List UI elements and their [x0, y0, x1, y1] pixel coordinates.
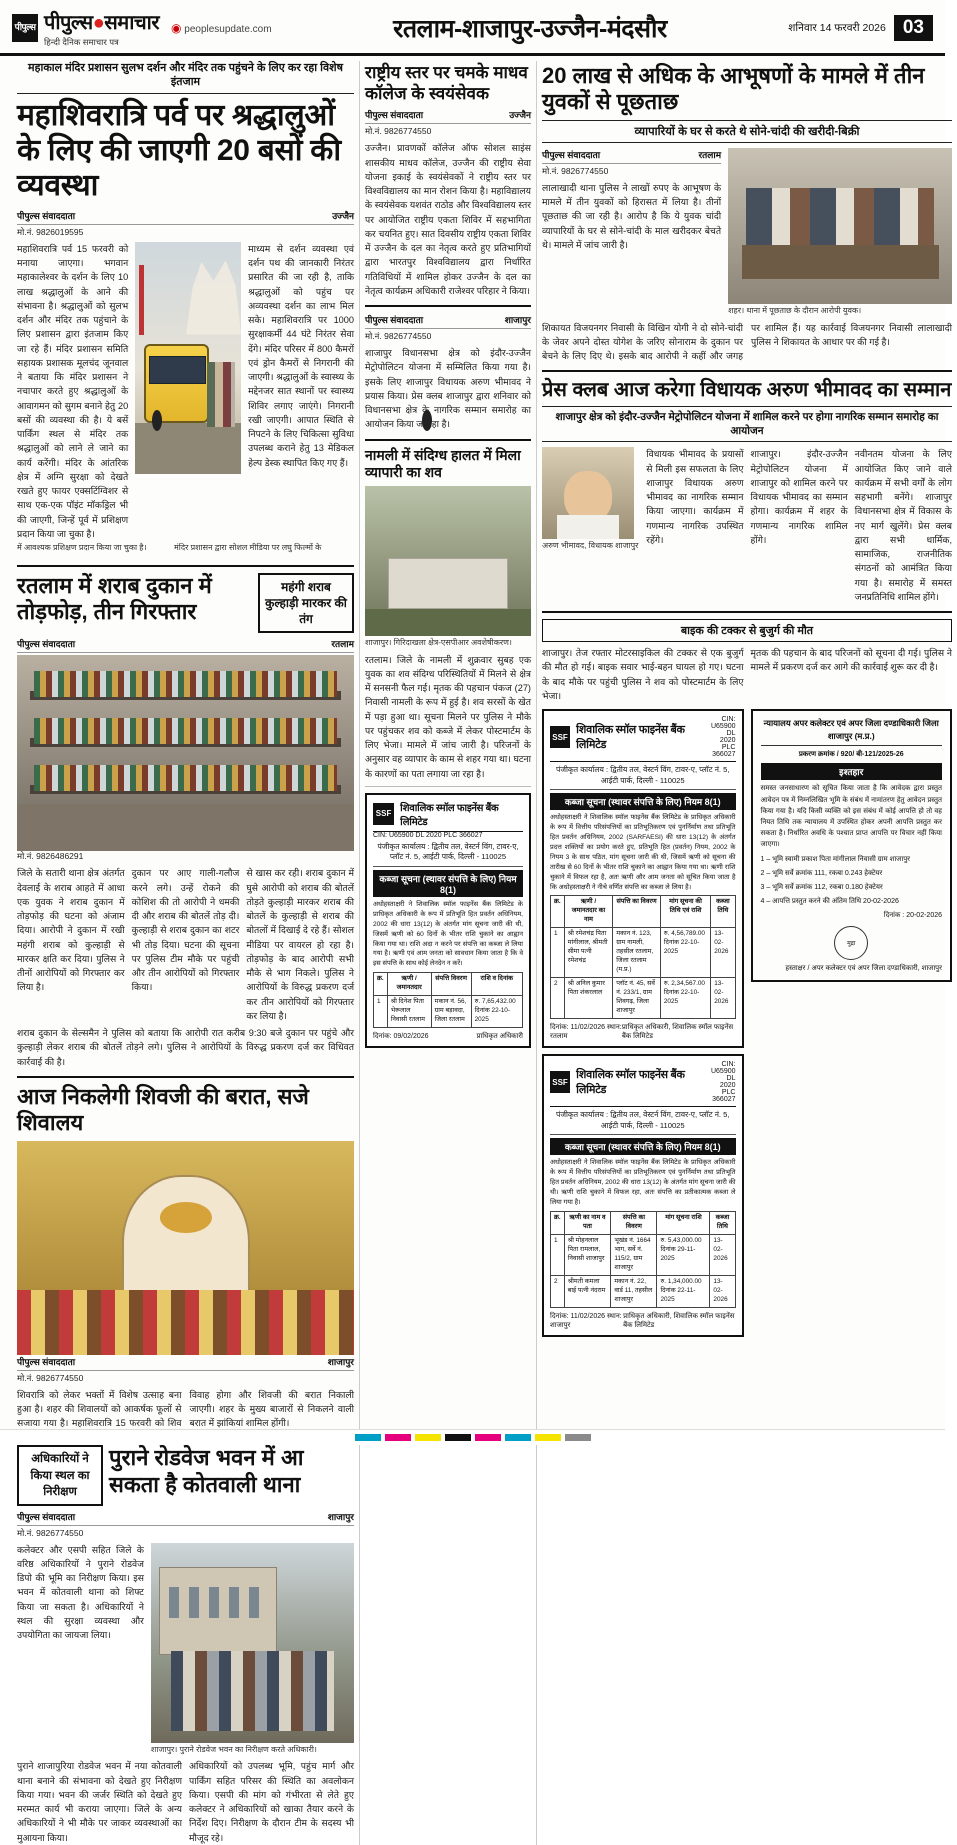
- date-block: [788, 15, 933, 41]
- table-header-cell: राशि व दिनांक: [471, 973, 522, 996]
- bank-registered-office: पंजीकृत कार्यालय : द्वितीय तल, वेस्टर्न विंग, टावर-ए, प्लॉट नं. 5, आईटी पार्क, दिल्ली - 110025: [550, 1107, 736, 1135]
- table-header-cell: क्र.: [374, 973, 388, 996]
- byline-author: पीपुल्स संवाददाता: [365, 110, 424, 121]
- court-notice-signature: हस्ताक्षर / अपर कलेक्टर एवं अपर जिला दण्डाधिकारी, शाजापुर: [785, 964, 942, 972]
- article-kicker: महाकाल मंदिर प्रशासन सुलभ दर्शन और मंदिर तक पहुंचने के लिए कर रहा विशेष इंतजाम: [17, 61, 354, 94]
- byline-phone: मो.नं. 9826774550: [17, 1372, 84, 1383]
- byline-author: पीपुल्स संवाददाता: [17, 210, 76, 221]
- article-body: रतलाम। जिले के नामली में शुक्रवार सुबह एक युवक का शव संदिग्ध परिस्थितियों में मिलने से क्षेत्र में सनसनी फैल गई। मृतक की पहचान पंकज (27) निवासी नामली के रूप में हुई है। शव सरसों के खेत में पड़ा हुआ था। सूचना मिलने पर पुलिस ने मौके पर पहुंचकर शव को कब्जे में लेकर पोस्टमार्टम के लिए भेजा। मामले में जांच जारी है। परिजनों के अनुसार वह व्यापार के काम से शहर गया था। घटना के कारणों का पता लगाया जा रहा है।: [365, 654, 531, 779]
- court-notice-ad: [751, 709, 953, 982]
- bank-name: शिवालिक स्मॉल फाइनेंस बैंक लिमिटेड: [576, 1069, 685, 1097]
- photo-caption-left: में आवश्यक प्रशिक्षण प्रदान किया जा चुका है।: [17, 543, 147, 553]
- court-case-number: प्रकरण क्रमांक / 920/ बी-121/2025-26: [798, 751, 904, 759]
- byline-place: उज्जैन: [332, 210, 354, 221]
- color-swatch: [355, 1434, 381, 1441]
- article-headline: बाइक की टक्कर से बुजुर्ग की मौत: [542, 619, 952, 642]
- article-body-1: शाजापुर। तेज रफ्तार मोटरसाइकिल की टक्कर से एक बुजुर्ग की मौत हो गई। बाइक सवार भाई-बहन घायल हो गए। घटना के बाद मौके पर पहुंची पुलिस ने शव को पोस्टमार्टम के लिए भेजा।: [542, 648, 744, 701]
- table-row: [551, 928, 736, 978]
- photo-caption: शाजापुर। पुराने रोडवेज भवन का निरीक्षण करते अधिकारी।: [150, 1744, 317, 1754]
- article-photo-police-interrogation: [728, 148, 952, 304]
- color-swatch: [475, 1434, 501, 1441]
- article-body-3: शाजापुर। इंदौर-उज्जैन मेट्रोपोलिटन योजना में शाजापुर को शामिल करने पर विधायक भीमावद का सम्मान होगा। कार्यक्रम में शहर के गणमान्य नागरिक शामिल होंगे।: [750, 449, 848, 545]
- table-header-row: [551, 896, 736, 928]
- table-cell: रु. 2,34,567.00 दिनांक 22-10-2025: [660, 978, 710, 1019]
- logo-mark: पीपुल्स: [12, 14, 38, 42]
- table-cell: 13-02-2026: [710, 1234, 735, 1275]
- ad-table: [550, 1211, 736, 1308]
- table-header-cell: कब्जा तिथि: [711, 896, 735, 928]
- color-swatch: [445, 1434, 471, 1441]
- article-body-4: शराब दुकान के सेल्समैन ने पुलिस को बताया कि आरोपी रात करीब 9:30 बजे दुकान पर पहुंचे और कुल्हाड़ी लेकर शराब की बोतलें तोड़ने लगे। पुलिस ने आरोपियों के विरुद्ध प्रकरण दर्ज कर विधिवत कार्रवाई की है।: [17, 1028, 354, 1067]
- article-subhead: शाजापुर क्षेत्र को इंदौर-उज्जैन मेट्रोपोलिटन योजना में शामिल करने पर होगा नागरिक सम्मान समारोह का आयोजन: [542, 406, 952, 442]
- bank-cin: CIN: U65900 DL 2020 PLC 366027: [373, 831, 483, 839]
- masthead: [0, 0, 945, 56]
- byline-place: उज्जैन: [509, 110, 531, 121]
- ad-title-bar: कब्जा सूचना (स्थावर संपत्ति के लिए) नियम 8(1): [373, 870, 523, 897]
- table-cell: 13-02-2026: [711, 978, 735, 1019]
- article-byline: [542, 148, 721, 164]
- byline-place: शाजापुर: [327, 1356, 354, 1367]
- color-swatch: [385, 1434, 411, 1441]
- byline-phone: मो.नं. 9826774550: [365, 126, 432, 137]
- ad-sign-left: दिनांक: 09/02/2026: [373, 1033, 429, 1041]
- article-photo-mla-portrait: [542, 447, 634, 539]
- table-cell: श्री मोहनलाल पिता रामलाल, निवासी शाजापुर: [564, 1234, 611, 1275]
- article-body-1: कलेक्टर और एसपी सहित जिले के वरिष्ठ अधिकारियों ने पुराने रोडवेज डिपो की भूमि का निरीक्षण किया। इस भवन में कोतवाली थाना को शिफ्ट किया जा सकता है। अधिकारियों ने स्थल की सुरक्षा व्यवस्था और उपयोगिता का जायजा लिया।: [17, 1544, 144, 1641]
- byline-place: रतलाम: [331, 639, 354, 650]
- ad-sign-right: प्राधिकृत अधिकारी: [476, 1033, 523, 1041]
- article-body: उज्जैन। प्रावणकों कॉलेज ऑफ सोशल साइंस शासकीय माधव कॉलेज, उज्जैन की राष्ट्रीय सेवा योजना इकाई के स्वयंसेवकों ने राष्ट्रीय स्तर पर विश्वविद्यालय का मान रोशन किया है। महाविद्यालय के स्वयंसेवक यशवंत राठोड और विश्वविद्यालय स्तर पर आयोजित राष्ट्रीय एकता शिविर में सहभागिता कर चयनित हुए। सात दिवसीय राष्ट्रीय एकता शिविर में उज्जैन के दल का नेतृत्व करते हुए प्रतिभागियों द्वारा भारतपुर विश्वविद्यालय द्वारा निर्धारित गतिविधियों में शामिल होकर उज्जैन के दल का नेतृत्व कार्यक्रम अधिकारी राजेश्वर परिहार ने किया।: [365, 143, 531, 296]
- photo-caption: शहर। थाना में पूछताछ के दौरान आरोपी युवक।: [728, 305, 862, 315]
- ad-body-text: अधोहस्ताक्षरी ने शिवालिक स्मॉल फाइनेंस बैंक लिमिटेड के प्राधिकृत अधिकारी के रूप में वित्तीय परिसंपत्तियों का प्रतिभूतिकरण एवं पुनर्निर्माण तथा प्रतिभूति हित प्रवर्तन अधिनियम, 2002 (SARFAESI) की धारा 13(12) के अंतर्गत प्रदत्त शक्तियों का प्रयोग करते हुए, प्रतिभूति हित (प्रवर्तन) नियम, 2002 के नियम 3 के साथ पठित, मांग सूचना जारी की थी, जिसमें ऋणी को सूचना की तारीख से 60 दिनों के भीतर राशि चुकाने का आह्वान किया गया था। ऋणी राशि चुकाने में विफल रहा है, अतः ऋणी और आम जनता को सूचित किया जाता है कि अधोहस्ताक्षरी ने नीचे वर्णित संपत्ति का कब्जा ले लिया है।: [550, 814, 736, 891]
- byline-place: रतलाम: [698, 149, 722, 160]
- article-headline: पुराने रोडवेज भवन में आ सकता है कोतवाली थाना: [109, 1445, 304, 1497]
- website-url[interactable]: [171, 21, 272, 35]
- article-byline: [17, 637, 354, 653]
- article-namli-body-found: [365, 447, 531, 781]
- article-body-2: माध्यम से दर्शन व्यवस्था एवं दर्शन पथ की जानकारी निरंतर प्रसारित की जा रही है, ताकि श्रद्धालुओं को पहुंच पर अव्यवस्था दर्शन का लाभ मिल सके। महाशिवरात्रि पर 1000 सुरक्षाकर्मी 44 घंटे निरंतर सेवा देंगे। मंदिर परिसर में 800 कैमरों एवं ड्रोन कैमरों से निगरानी की जाएगी। श्रद्धालुओं के स्वास्थ्य के मद्देनजर सात स्थानों पर स्वास्थ्य शिविर लगाए जाएंगे। निगरानी रखी जाएगी। आपात स्थिति से निपटने के लिए चिकित्सा सुविधा उपलब्ध कराने हेतु 13 मेडिकल हेल्प डेस्क स्थापित किए गए हैं।: [248, 243, 355, 468]
- table-cell: मकान नं. 22, वार्ड 11, तहसील शाजापुर: [611, 1275, 657, 1307]
- table-cell: 2: [551, 1275, 565, 1307]
- page-number: 03: [894, 15, 933, 41]
- table-header-row: [374, 973, 523, 996]
- byline-author: पीपुल्स संवाददाता: [17, 1356, 76, 1367]
- court-notice-body: समस्त जनसाधारण को सूचित किया जाता है कि आवेदक द्वारा प्रस्तुत आवेदन पत्र में निम्नलिखित भूमि के संबंध में नामांतरण हेतु आवेदन प्रस्तुत किया गया है। यदि किसी व्यक्ति को इस संबंध में कोई आपत्ति हो तो वह नियत तिथि तक न्यायालय में उपस्थित होकर अपनी आपत्ति प्रस्तुत कर सकता है। निर्धारित अवधि के पश्चात प्राप्त आपत्ति पर विचार नहीं किया जाएगा।: [760, 785, 942, 849]
- article-photo-roadways: [151, 1543, 354, 1743]
- table-header-cell: संपत्ति का विवरण: [613, 896, 661, 928]
- byline-author: पीपुल्स संवाददाता: [542, 149, 601, 160]
- logo-wordmark: पीपुल्स●समाचार: [44, 11, 160, 34]
- color-registration-bar: [0, 1429, 945, 1445]
- article-body: शिवरात्रि को लेकर भक्तों में विशेष उत्साह बना हुआ है। शहर की शिवालयों को आकर्षक फूलों से सजाया गया है। महाशिवरात्रि 15 फरवरी को शिव विवाह होगा और शिवजी की बरात निकाली जाएगी। शहर के मुख्य बाजारों से निकलने वाली बरात में झांकियां शामिल होंगी।: [17, 1389, 354, 1429]
- table-cell: श्रीमती कमला बाई पत्नी नंदराम: [564, 1275, 611, 1307]
- article-byline: [365, 313, 531, 329]
- table-cell: रु. 7,65,432.00 दिनांक 22-10-2025: [471, 996, 522, 1028]
- ad-title-bar: कब्जा सूचना (स्थावर संपत्ति के लिए) नियम 8(1): [550, 1138, 736, 1155]
- globe-icon: ◉: [171, 20, 182, 35]
- byline-author: पीपुल्स संवाददाता: [17, 1511, 76, 1522]
- ad-title-bar: कब्जा सूचना (स्थावर संपत्ति के लिए) नियम 8(1): [550, 793, 736, 810]
- logo-word-2: समाचार: [104, 11, 160, 34]
- article-photo-buses: [135, 242, 241, 474]
- photo-caption: शाजापुर। गिरिदाखला क्षेत्र-एसपीआर अवशेषीकरण।: [365, 637, 512, 647]
- table-header-cell: संपत्ति का विवरण: [611, 1211, 657, 1234]
- article-shivji-baraat: [17, 1084, 354, 1431]
- article-body-1: शाजापुर विधानसभा क्षेत्र को इंदौर-उज्जैन मेट्रोपोलिटन योजना में सम्मिलित किया गया है। इसके लिए शाजापुर विधायक अरुण भीमावद ने प्रयास किया। प्रेस क्लब शाजापुर द्वारा शनिवार को विधानसभा क्षेत्र के नागरिक सम्मान समारोह का आयोजन किया जा रहा है।: [365, 348, 531, 430]
- logo-word-1: पीपुल्स: [44, 11, 93, 34]
- table-header-cell: ऋणी / जमानतदार का नाम: [564, 896, 613, 928]
- court-notice-item: 4 – आपत्ति प्रस्तुत करने की अंतिम तिथि 20-02-2026: [760, 898, 899, 906]
- ad-sign-right: प्राधिकृत अधिकारी, शिवालिक स्मॉल फाइनेंस बैंक लिमिटेड: [623, 1312, 735, 1329]
- table-cell: रु. 5,43,000.00 दिनांक 29-11-2025: [657, 1234, 710, 1275]
- article-photo-shiv-idol: [17, 1141, 354, 1355]
- photo-caption-right: मंदिर प्रशासन द्वारा सोशल मीडिया पर लघु फिल्मों के: [174, 543, 322, 553]
- ad-table: [550, 895, 736, 1019]
- article-body-3: अधिकारियों को उपलब्ध भूमि, पहुंच मार्ग और पार्किंग सहित परिसर की स्थिति का अवलोकन किया। एसपी की मांग को गंभीरता से लेते हुए कलेक्टर ने अधिकारियों को खाका तैयार करने के निर्देश दिए। निरीक्षण के दौरान टीम के सदस्य भी मौजूद रहे।: [189, 1761, 354, 1843]
- article-madhav-college: [365, 63, 531, 298]
- byline-place: शाजापुर: [504, 315, 531, 326]
- page-content: [0, 56, 952, 1845]
- court-notice-item: 1 – भूमि स्वामी प्रकाश पिता मांगीलाल निवासी ग्राम शाजापुर: [760, 855, 911, 863]
- table-cell: मकान नं. 123, ग्राम नामली, तहसील रतलाम, जिला रतलाम (म.प्र.): [613, 928, 661, 978]
- table-header-row: [551, 1211, 736, 1234]
- table-header-cell: कब्जा तिथि: [710, 1211, 735, 1234]
- article-roadways-police-station: [17, 1445, 354, 1845]
- article-subhead: व्यापारियों के घर से करते थे सोने-चांदी की खरीदी-बिक्री: [542, 120, 952, 143]
- table-row: [551, 1275, 736, 1307]
- byline-place: शाजापुर: [327, 1511, 354, 1522]
- article-body-2: विधायक भीमावद के प्रयासों से मिली इस सफलता के लिए शाजापुर विधायक अरुण भीमावद का नागरिक सम्मान किया जाएगा। कार्यक्रम में गणमान्य नागरिक उपस्थित रहेंगे।: [646, 449, 744, 545]
- column-left: [12, 61, 359, 1845]
- article-body-2: पुराने शाजापुरिया रोडवेज भवन में नया कोतवाली थाना बनाने की संभावना को देखते हुए निरीक्षण किया गया। भवन की जर्जर स्थिति को देखते हुए मरम्मत कार्य भी कराया जाएगा। जिले के अन्य अधिकारियों ने भी मौके पर जाकर व्यवस्थाओं का मुआयना किया।: [17, 1761, 182, 1843]
- article-byline: [17, 209, 354, 225]
- article-headline: रतलाम में शराब दुकान में तोड़फोड़, तीन गिरफ्तार: [17, 572, 212, 625]
- table-cell: 2: [551, 978, 565, 1019]
- article-body-2: शिकायत विजयनगर निवासी के विखिन योगी ने दो सोने-चांदी के जेवर अपने दोस्त योगेश के जरिए सोनाराम के दुकान पर बेचने के लिए दिए थे। इसके बाद आरोपी ने कहीं और जगह पर शामिल हैं। यह कार्रवाई विजयनगर निवासी लालाखादी पुलिस ने शिकायत के आधार पर की गई है।: [542, 322, 952, 362]
- article-mahashivratri-buses: [17, 61, 354, 558]
- article-body-4: नवीनतम योजना के लिए आयोजित किए जाने वाले कार्यक्रम में सभी वर्गों के लोग सहभागी बनेंगे। शाजापुर विधानसभा क्षेत्र में विकास के नए मार्ग खुलेंगे। प्रेस क्लब द्वारा सभी धार्मिक, सामाजिक, राजनीतिक संगठनों को आमंत्रित किया गया है। समारोह में समस्त जनप्रतिनिधि शामिल होंगे।: [854, 449, 952, 602]
- article-byline: [17, 1355, 354, 1371]
- article-sidebox: महंगी शराब कुल्हाड़ी मारकर की तंग: [258, 573, 354, 634]
- table-header-cell: संपत्ति विवरण: [431, 973, 471, 996]
- table-header-cell: क्र.: [551, 1211, 565, 1234]
- ad-body-text: अधोहस्ताक्षरी ने शिवालिक स्मॉल फाइनेंस बैंक लिमिटेड के प्राधिकृत अधिकारी के रूप में वित्तीय परिसंपत्तियों का प्रतिभूतिकरण एवं पुनर्निर्माण तथा प्रतिभूति हित प्रवर्तन अधिनियम, 2002 की धारा 13(12) के अंतर्गत मांग सूचना जारी की थी। ऋणी राशि चुकाने में विफल रहा, अतः संपत्ति का प्रतीकात्मक कब्जा ले लिया गया है।: [550, 1159, 736, 1206]
- color-swatch: [535, 1434, 561, 1441]
- photo-caption: अरुण भीमावद, विधायक शाजापुर: [542, 541, 639, 551]
- court-notice-date: दिनांक : 20-02-2026: [883, 912, 942, 920]
- court-notice-item: 3 – भूमि सर्वे क्रमांक 112, रकबा 0.180 हेक्टेयर: [760, 883, 883, 891]
- byline-phone: मो.नं. 9826486291: [17, 851, 84, 862]
- bank-registered-office: पंजीकृत कार्यालय : द्वितीय तल, वेस्टर्न विंग, टावर-ए, प्लॉट नं. 5, आईटी पार्क, दिल्ली - 110025: [373, 839, 523, 867]
- table-cell: भूखंड नं. 1664 भाग, सर्वे नं. 115/2, ग्राम शाजापुर: [611, 1234, 657, 1275]
- article-photo-namli: [365, 486, 531, 636]
- color-swatch: [565, 1434, 591, 1441]
- article-headline: राष्ट्रीय स्तर पर चमके माधव कॉलेज के स्वयंसेवक: [365, 63, 528, 103]
- publication-date: शनिवार 14 फरवरी 2026: [788, 21, 886, 34]
- article-headline: नामली में संदिग्ध हालत में मिला व्यापारी का शव: [365, 446, 521, 481]
- article-body-2: दुकान पर आए गाली-गलौज करने लगे। उन्हें रोकने की कोशिश की तो आरोपी ने धमकी दी और शराब की बोतलें तोड़ दी। कुल्हाड़ी से शराब दुकान का शटर भी तोड़ दिया। घटना की सूचना पर पुलिस टीम मौके पर पहुंची और तीन आरोपियों को गिरफ्तार किया।: [131, 868, 240, 993]
- column-middle: [359, 61, 537, 1845]
- table-cell: रु. 1,34,000.00 दिनांक 22-11-2025: [657, 1275, 710, 1307]
- ad-body-text: अधोहस्ताक्षरी ने शिवालिक स्मॉल फाइनेंस बैंक लिमिटेड के प्राधिकृत अधिकारी के रूप में प्रतिभूति हित प्रवर्तन अधिनियम, 2002 की धारा 13(12) के अंतर्गत मांग सूचना जारी की थी, जिसमें ऋणी को 60 दिनों के भीतर राशि चुकाने का आह्वान किया गया था। राशि अदा न करने पर संपत्ति का कब्जा ले लिया गया है। ऋणी एवं आम जनता को सावधान किया जाता है कि वे इस संपत्ति के साथ कोई लेनदेन न करें।: [373, 901, 523, 968]
- ad-table: [373, 972, 523, 1028]
- logo-tagline: हिन्दी दैनिक समाचार पत्र: [44, 36, 119, 47]
- table-header-cell: मांग सूचना राशि: [657, 1211, 710, 1234]
- ad-bank-notice-1: [542, 709, 744, 1048]
- bank-cin: CIN: U65900 DL 2020 PLC 366027: [710, 716, 736, 759]
- table-header-cell: ऋणी / जमानतदार: [387, 973, 431, 996]
- ad-bank-notice-2: [542, 1054, 744, 1336]
- table-cell: 1: [551, 928, 565, 978]
- byline-phone: मो.नं. 9826774550: [365, 331, 432, 342]
- bank-cin: CIN: U65900 DL 2020 PLC 366027: [710, 1061, 736, 1104]
- court-seal-icon: मुद्रा: [834, 926, 868, 960]
- ad-sign-left: दिनांक: 11/02/2026 स्थान: शाजापुर: [550, 1312, 622, 1329]
- article-headline: 20 लाख से अधिक के आभूषणों के मामले में तीन युवकों से पूछताछ: [542, 63, 925, 115]
- ad-sign-right: प्राधिकृत अधिकारी, शिवालिक स्मॉल फाइनेंस बैंक लिमिटेड: [621, 1024, 734, 1041]
- table-cell: 1: [374, 996, 388, 1028]
- bank-logo-icon: SSF: [550, 1071, 570, 1093]
- table-cell: श्री अनिल कुमार पिता शंकरलाल: [564, 978, 613, 1019]
- ad-bank-notice-3: [365, 793, 531, 1048]
- court-notice-heading: न्यायालय अपर कलेक्टर एवं अपर जिला दण्डाधिकारी जिला शाजापुर (म.प्र.): [761, 717, 943, 746]
- court-notice-item: 2 – भूमि सर्वे क्रमांक 111, रकबा 0.243 हेक्टेयर: [760, 869, 883, 877]
- bank-name: शिवालिक स्मॉल फाइनेंस बैंक लिमिटेड: [400, 802, 499, 828]
- article-body-1: महाशिवरात्रि पर्व 15 फरवरी को मनाया जाएगा। भगवान महाकालेश्वर के दर्शन के लिए 10 लाख श्रद्धालुओं के आने की संभावना है। श्रद्धालुओं को सुलभ दर्शन और मंदिर तक पहुंचाने के लिए प्रशासन द्वारा इंतजाम किए जा रहे हैं। मंदिर प्रशासन समिति सहायक प्रशासक मूलचंद जूनवाल ने बताया कि मंदिर प्रशासन ने नचापार करते हुए श्रद्धालुओं के आवागमन को सुगम बनाने हेतु 20 बसों की व्यवस्था की है। ये बसें पार्किंग स्थल से मंदिर तक श्रद्धालुओं को लाने ले जाने का कार्य करेंगी। मंदिर के आंतरिक क्षेत्र में अग्नि सुरक्षा को देखते रखते हुए फायर एक्सटिंग्विशर से साथ एक-एक पॉइंट मॉकड्रिल भी की जाएगी, जिन्हें पूर्व में प्रशिक्षण प्रदान किया जा चुका है।: [17, 243, 129, 539]
- article-jewellery-interrogation: [542, 63, 952, 363]
- article-body-3: से खास कर रही। शराब दुकान में घुसे आरोपी को शराब की बोतलें तोड़ते कुल्हाड़ी मारकर शराब की बोतलें के कुल्हाड़ी से शराब की बोतलों में दिखाई दे रहे हैं। सोशल मीडिया पर वायरल हो रहा है। तोड़फोड़ के बाद आरोपी सभी मौके से भाग निकले। पुलिस ने आरोपियों के विरुद्ध प्रकरण दर्ज कर तीन आरोपियों को गिरफ्तार कर लिया है।: [246, 868, 355, 1021]
- byline-phone: मो.नं. 9826774550: [542, 165, 609, 176]
- ad-sign-left: दिनांक: 11/02/2026 स्थान: रतलाम: [550, 1024, 622, 1041]
- article-press-club-honour: [542, 378, 952, 604]
- table-cell: 13-02-2026: [710, 1275, 735, 1307]
- article-liquor-shop: [17, 573, 354, 1069]
- edition-title: रतलाम-शाजापुर-उज्जैन-मंदसौर: [393, 14, 667, 43]
- table-row: [551, 978, 736, 1019]
- table-cell: 13-02-2026: [711, 928, 735, 978]
- article-photo-liquor-shop: [17, 655, 354, 851]
- table-header-cell: ऋणी का नाम व पता: [564, 1211, 611, 1234]
- table-header-cell: मांग सूचना की तिथि एवं राशि: [660, 896, 710, 928]
- byline-author: पीपुल्स संवाददाता: [365, 315, 424, 326]
- color-swatch: [505, 1434, 531, 1441]
- table-cell: श्री रमेशचंद्र पिता मांगीलाल, श्रीमती सीमा पत्नी रमेशचंद्र: [564, 928, 613, 978]
- article-body-1: जिले के सतारी थाना क्षेत्र अंतर्गत देवलाई के शराब आहते में आधा एक युवक ने शराब दुकान में तोड़फोड़ की घटना को अंजाम दिया। आरोपी ने दुकान में रखी महंगी शराब को कुल्हाड़ी से मारकर क्षति कर दिया। पुलिस ने तीनों आरोपियों को गिरफ्तार कर लिया है।: [17, 868, 125, 993]
- bank-logo-icon: SSF: [550, 726, 570, 748]
- article-headline: महाशिवरात्रि पर्व पर श्रद्धालुओं के लिए की जाएगी 20 बसों की व्यवस्था: [17, 98, 341, 203]
- table-row: [374, 996, 523, 1028]
- article-headline: आज निकलेगी शिवजी की बरात, सजे शिवालय: [17, 1083, 309, 1136]
- article-body-2: मृतक की पहचान के बाद परिजनों को सूचना दी गई। पुलिस ने मामले में प्रकरण दर्ज कर आगे की कार्रवाई शुरू कर दी है।: [750, 648, 952, 673]
- bank-name: शिवालिक स्मॉल फाइनेंस बैंक लिमिटेड: [576, 724, 685, 752]
- article-bike-accident: [542, 619, 952, 703]
- byline-phone: मो.नं. 9826019595: [17, 226, 84, 237]
- bank-logo-icon: SSF: [373, 803, 394, 825]
- table-cell: श्री दिनेश पिता भेरूलाल निवासी रतलाम: [387, 996, 431, 1028]
- table-row: [551, 1234, 736, 1275]
- article-headline: प्रेस क्लब आज करेगा विधायक अरुण भीमावद का सम्मान: [542, 379, 952, 402]
- article-left-label: अधिकारियों ने किया स्थल का निरीक्षण: [17, 1445, 103, 1505]
- article-body-1: लालाखादी थाना पुलिस ने लाखों रुपए के आभूषण के मामले में तीन युवकों को हिरासत में लिया है। तीनों पूछताछ की जा रही है। आरोप है कि ये युवक चांदी व्यापारियों के घर से सोने-चांदी के माल खरीदकर बेचते थे। मामले में जांच जारी है।: [542, 182, 722, 250]
- byline-author: पीपुल्स संवाददाता: [17, 639, 76, 650]
- table-header-cell: क्र.: [551, 896, 565, 928]
- court-notice-subheading: इश्तहार: [761, 763, 943, 780]
- article-byline: [365, 108, 531, 124]
- article-press-club-part: [365, 313, 531, 432]
- website-url-text: peoplesupdate.com: [184, 23, 272, 35]
- column-right: [537, 61, 957, 1845]
- byline-phone: मो.नं. 9826774550: [17, 1527, 84, 1538]
- bank-registered-office: पंजीकृत कार्यालय : द्वितीय तल, वेस्टर्न विंग, टावर-ए, प्लॉट नं. 5, आईटी पार्क, दिल्ली - 110025: [550, 762, 736, 790]
- table-cell: प्लॉट नं. 45, सर्वे नं. 233/1, ग्राम शिवगढ़, जिला शाजापुर: [613, 978, 661, 1019]
- publication-logo[interactable]: [12, 8, 159, 48]
- color-swatch: [415, 1434, 441, 1441]
- article-byline: [17, 1510, 354, 1526]
- table-cell: मकान नं. 56, ग्राम बड़ावदा, जिला रतलाम: [431, 996, 471, 1028]
- table-cell: रु. 4,56,789.00 दिनांक 22-10-2025: [660, 928, 710, 978]
- table-cell: 1: [551, 1234, 565, 1275]
